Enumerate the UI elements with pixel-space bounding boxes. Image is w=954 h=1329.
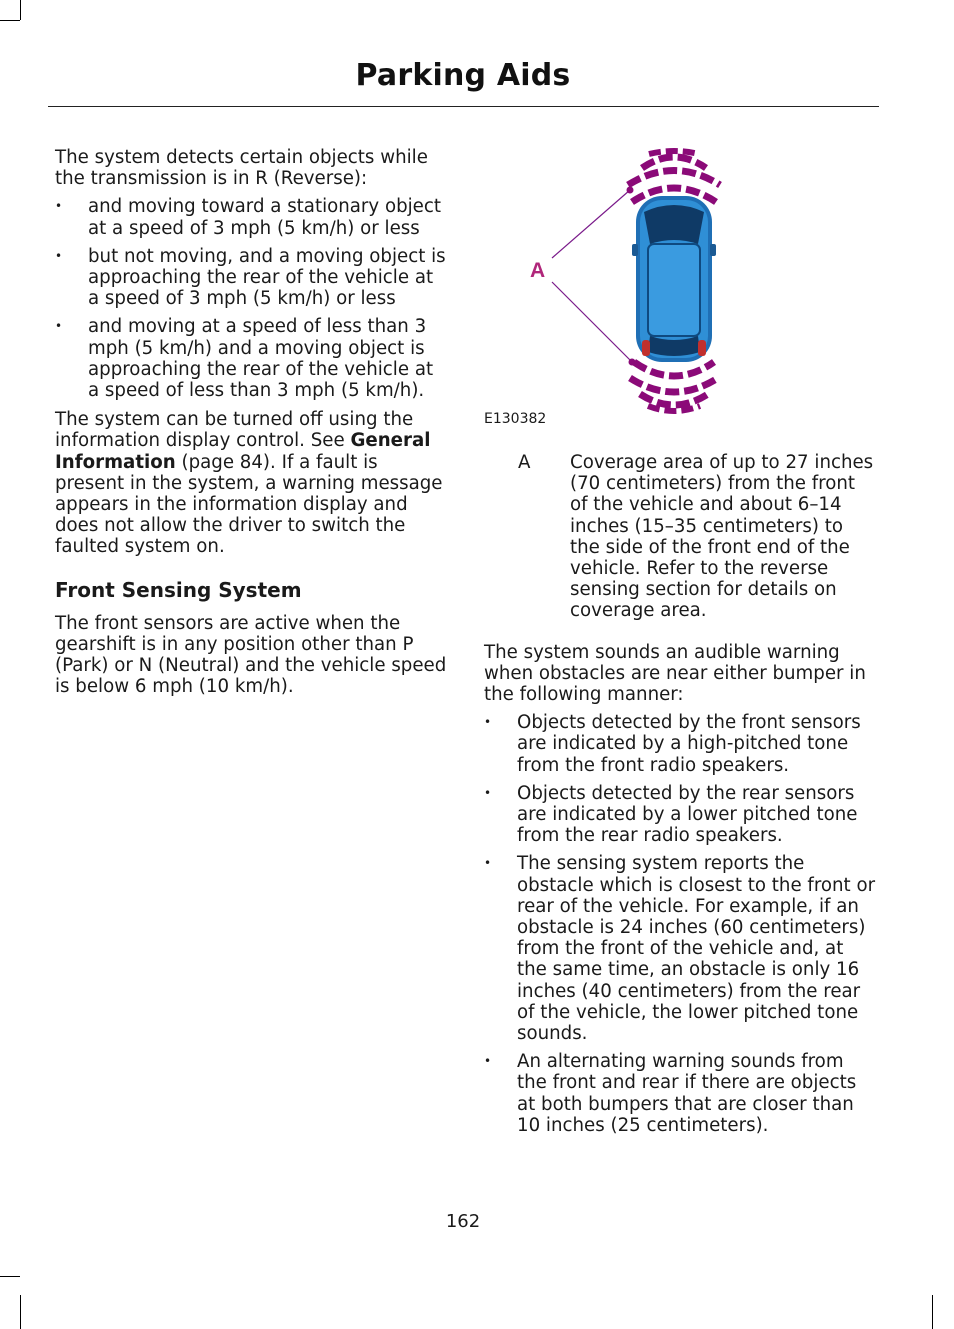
list-item: • Objects detected by the front sensors are indicated by a high-pitched tone from the front radio speakers. — [484, 712, 876, 776]
section-heading: Front Sensing System — [55, 577, 302, 602]
front-sensor-zone — [628, 151, 720, 202]
right-column — [484, 452, 876, 1144]
left-column — [55, 147, 447, 705]
rear-sensor-zone — [630, 362, 718, 411]
crop-mark — [0, 20, 20, 21]
text: The system can be turned off using the information display control. See — [55, 409, 414, 452]
callout-label: A — [530, 259, 546, 282]
list-item: • but not moving, and a moving object is approaching the rear of the vehicle at a speed of 3 mph (5 km/h) or less — [55, 246, 447, 310]
list-item: • The sensing system reports the obstacle which is closest to the front or rear of the vehicle. For example, if an obstacle is 24 inches (60 centimeters) from the front of the vehicle and, at the same time, an obstacle is only 16 inches (40 centimeters) from the rear of the vehicle, the lower pitched tone sounds. — [484, 853, 876, 1044]
list-item: • and moving toward a stationary object at a speed of 3 mph (5 km/h) or less — [55, 196, 447, 238]
warning-intro-paragraph: The system sounds an audible warning when obstacles are near either bumper in the following manner: — [484, 641, 866, 706]
intro-paragraph: The system detects certain objects while the transmission is in R (Reverse): — [55, 147, 428, 190]
list-item: • and moving at a speed of less than 3 mph (5 km/h) and a moving object is approaching the rear of the vehicle at a speed of less than 3 mph (5 km/h). — [55, 316, 447, 401]
legend-key: A — [518, 452, 531, 473]
warning-behavior-list — [484, 712, 876, 1136]
page-number: 162 — [445, 1211, 481, 1232]
header-rule — [48, 106, 879, 107]
list-item: • Objects detected by the rear sensors are indicated by a lower pitched tone from the rear radio speakers. — [484, 783, 876, 847]
crop-mark — [20, 0, 21, 20]
text: (page 84). If a fault is present in the system, a warning message appears in the information display and does not allow the driver to switch the faulted system on. — [55, 451, 443, 558]
parking-aid-figure — [484, 140, 876, 430]
figure-code: E130382 — [484, 411, 547, 427]
turn-off-paragraph — [55, 409, 447, 557]
page-title: Parking Aids — [355, 58, 571, 93]
figure-legend — [484, 452, 876, 622]
list-item: • An alternating warning sounds from the front and rear if there are objects at both bumpers that are closer than 10 inches (25 centimeters). — [484, 1051, 876, 1136]
crop-mark — [20, 1295, 21, 1329]
cross-reference-link[interactable]: General Information — [55, 430, 431, 473]
front-sensors-paragraph: The front sensors are active when the gearshift is in any position other than P (Park) or N (Neutral) and the vehicle speed is below 6 mph (10 km/h). — [55, 612, 447, 698]
legend-text: Coverage area of up to 27 inches (70 centimeters) from the front of the vehicle and about 6–14 inches (15–35 centimeters) to the side of the front end of the vehicle. Refer to the reverse sensing section for details on coverage area. — [570, 452, 874, 622]
reverse-conditions-list — [55, 196, 447, 401]
crop-mark — [0, 1276, 20, 1277]
callout-a — [530, 187, 636, 366]
crop-mark — [932, 1295, 933, 1329]
vehicle-top-view — [632, 196, 716, 362]
